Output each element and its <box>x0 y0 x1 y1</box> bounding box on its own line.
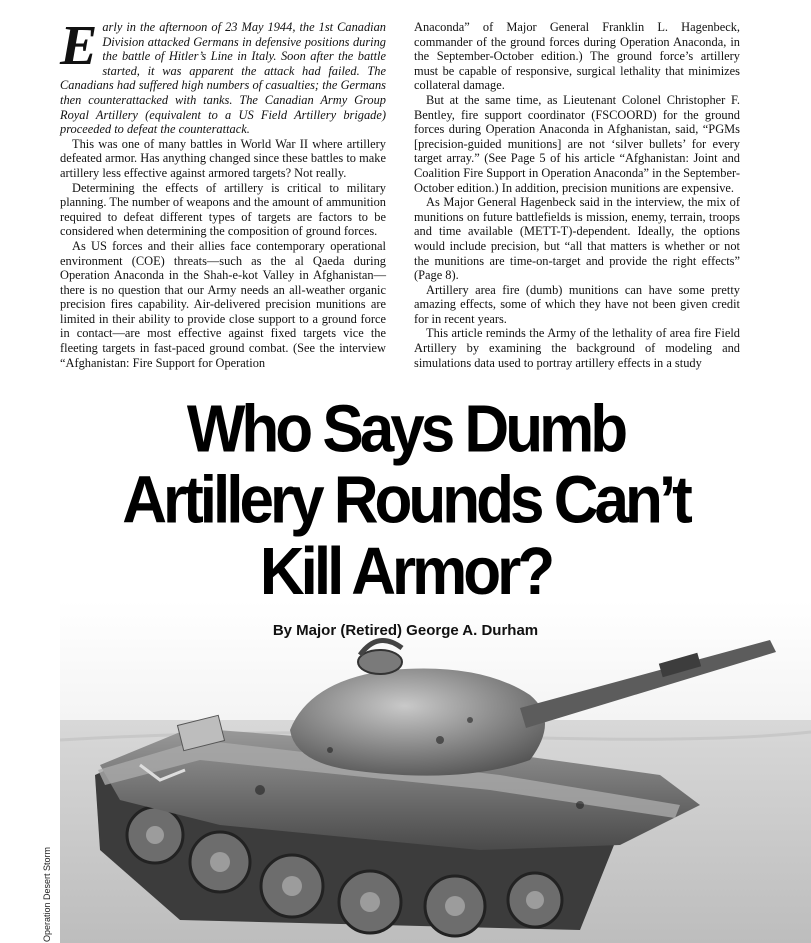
paragraph: This article reminds the Army of the lethality of area fire Field Artillery by examining the background of modeling and simulations data used to portray artillery effects in a study <box>414 326 740 370</box>
intro-text: arly in the afternoon of 23 May 1944, the 1st Canadian Division attacked Germans in defensive positions during the battle of Hitler’s Line in Italy. Soon after the battle started, it was apparent the attack had failed. The Canadians had suffered high numbers of casualties; the Germans then counterattacked with tanks. The Canadian Army Group Royal Artillery (equivalent to a US Field Artillery brigade) proceeded to defeat the counterattack. <box>60 20 386 137</box>
paragraph: Artillery area fire (dumb) munitions can have some pretty amazing effects, some of which they have not been given credit for in recent years. <box>414 282 740 326</box>
paragraph: As Major General Hagenbeck said in the interview, the mix of munitions on future battlefields is mission, enemy, terrain, troops and time available (METT-T)-dependent. Ideally, the options would include precision, but “all that matters is whether or not the munitions are time-on-target and provide the right effects” (Page 8). <box>414 195 740 283</box>
byline: By Major (Retired) George A. Durham <box>272 622 539 639</box>
paragraph: But at the same time, as Lieutenant Colonel Christopher F. Bentley, fire support coordinator (FSCOORD) for the ground forces during Operation Anaconda in Afghanistan, said, “PGMs [precision-guided munitions] are not ‘silver bullets’ for every target array.” (See Page 5 of his article “Afghanistan: Joint and Coalition Fire Support in Operation Anaconda” in the September-October edition.) In addition, precision munitions are expensive. <box>414 92 740 195</box>
article-columns <box>60 15 740 396</box>
headline-line: Kill Armor? <box>259 534 552 609</box>
left-column <box>60 15 386 396</box>
paragraph: Determining the effects of artillery is critical to military planning. The number of weapons and the amount of ammunition required to defeat different types of targets are factors to be considered when determining the composition of ground forces. <box>60 180 386 239</box>
paragraph: This was one of many battles in World War II where artillery defeated armor. Has anything changed since these battles to make artillery less effective against armored targets? Not really. <box>60 136 386 180</box>
intro-paragraph <box>60 15 386 137</box>
paragraph: As US forces and their allies face contemporary operational environment (COE) threats—such as the al Qaeda during Operation Anaconda in the Shah-e-kot Valley in Afghanistan—there is no question that our Army needs an all-weather organic precision fires capability. Air-delivered precision munitions are limited in their ability to provide close support to a ground force in contact—are most effective against fixed targets vice the fleeting targets in fast-paced ground combat. (See the interview “Afghanistan: Fire Support for Operation <box>60 238 386 370</box>
paragraph: Anaconda” of Major General Franklin L. Hagenbeck, commander of the ground forces during Operation Anaconda, in the September-October edition.) The ground force’s artillery must be capable of responsive, surgical lethality that minimizes collateral damage. <box>414 20 740 93</box>
headline-line: Artillery Rounds Can’t <box>122 463 689 538</box>
tank-photo <box>60 600 811 943</box>
right-column <box>414 20 740 396</box>
article-headline <box>0 391 811 609</box>
drop-cap: E <box>60 15 98 77</box>
photo-credit: Operation Desert Storm <box>42 846 52 942</box>
headline-line: Who Says Dumb <box>186 391 625 467</box>
